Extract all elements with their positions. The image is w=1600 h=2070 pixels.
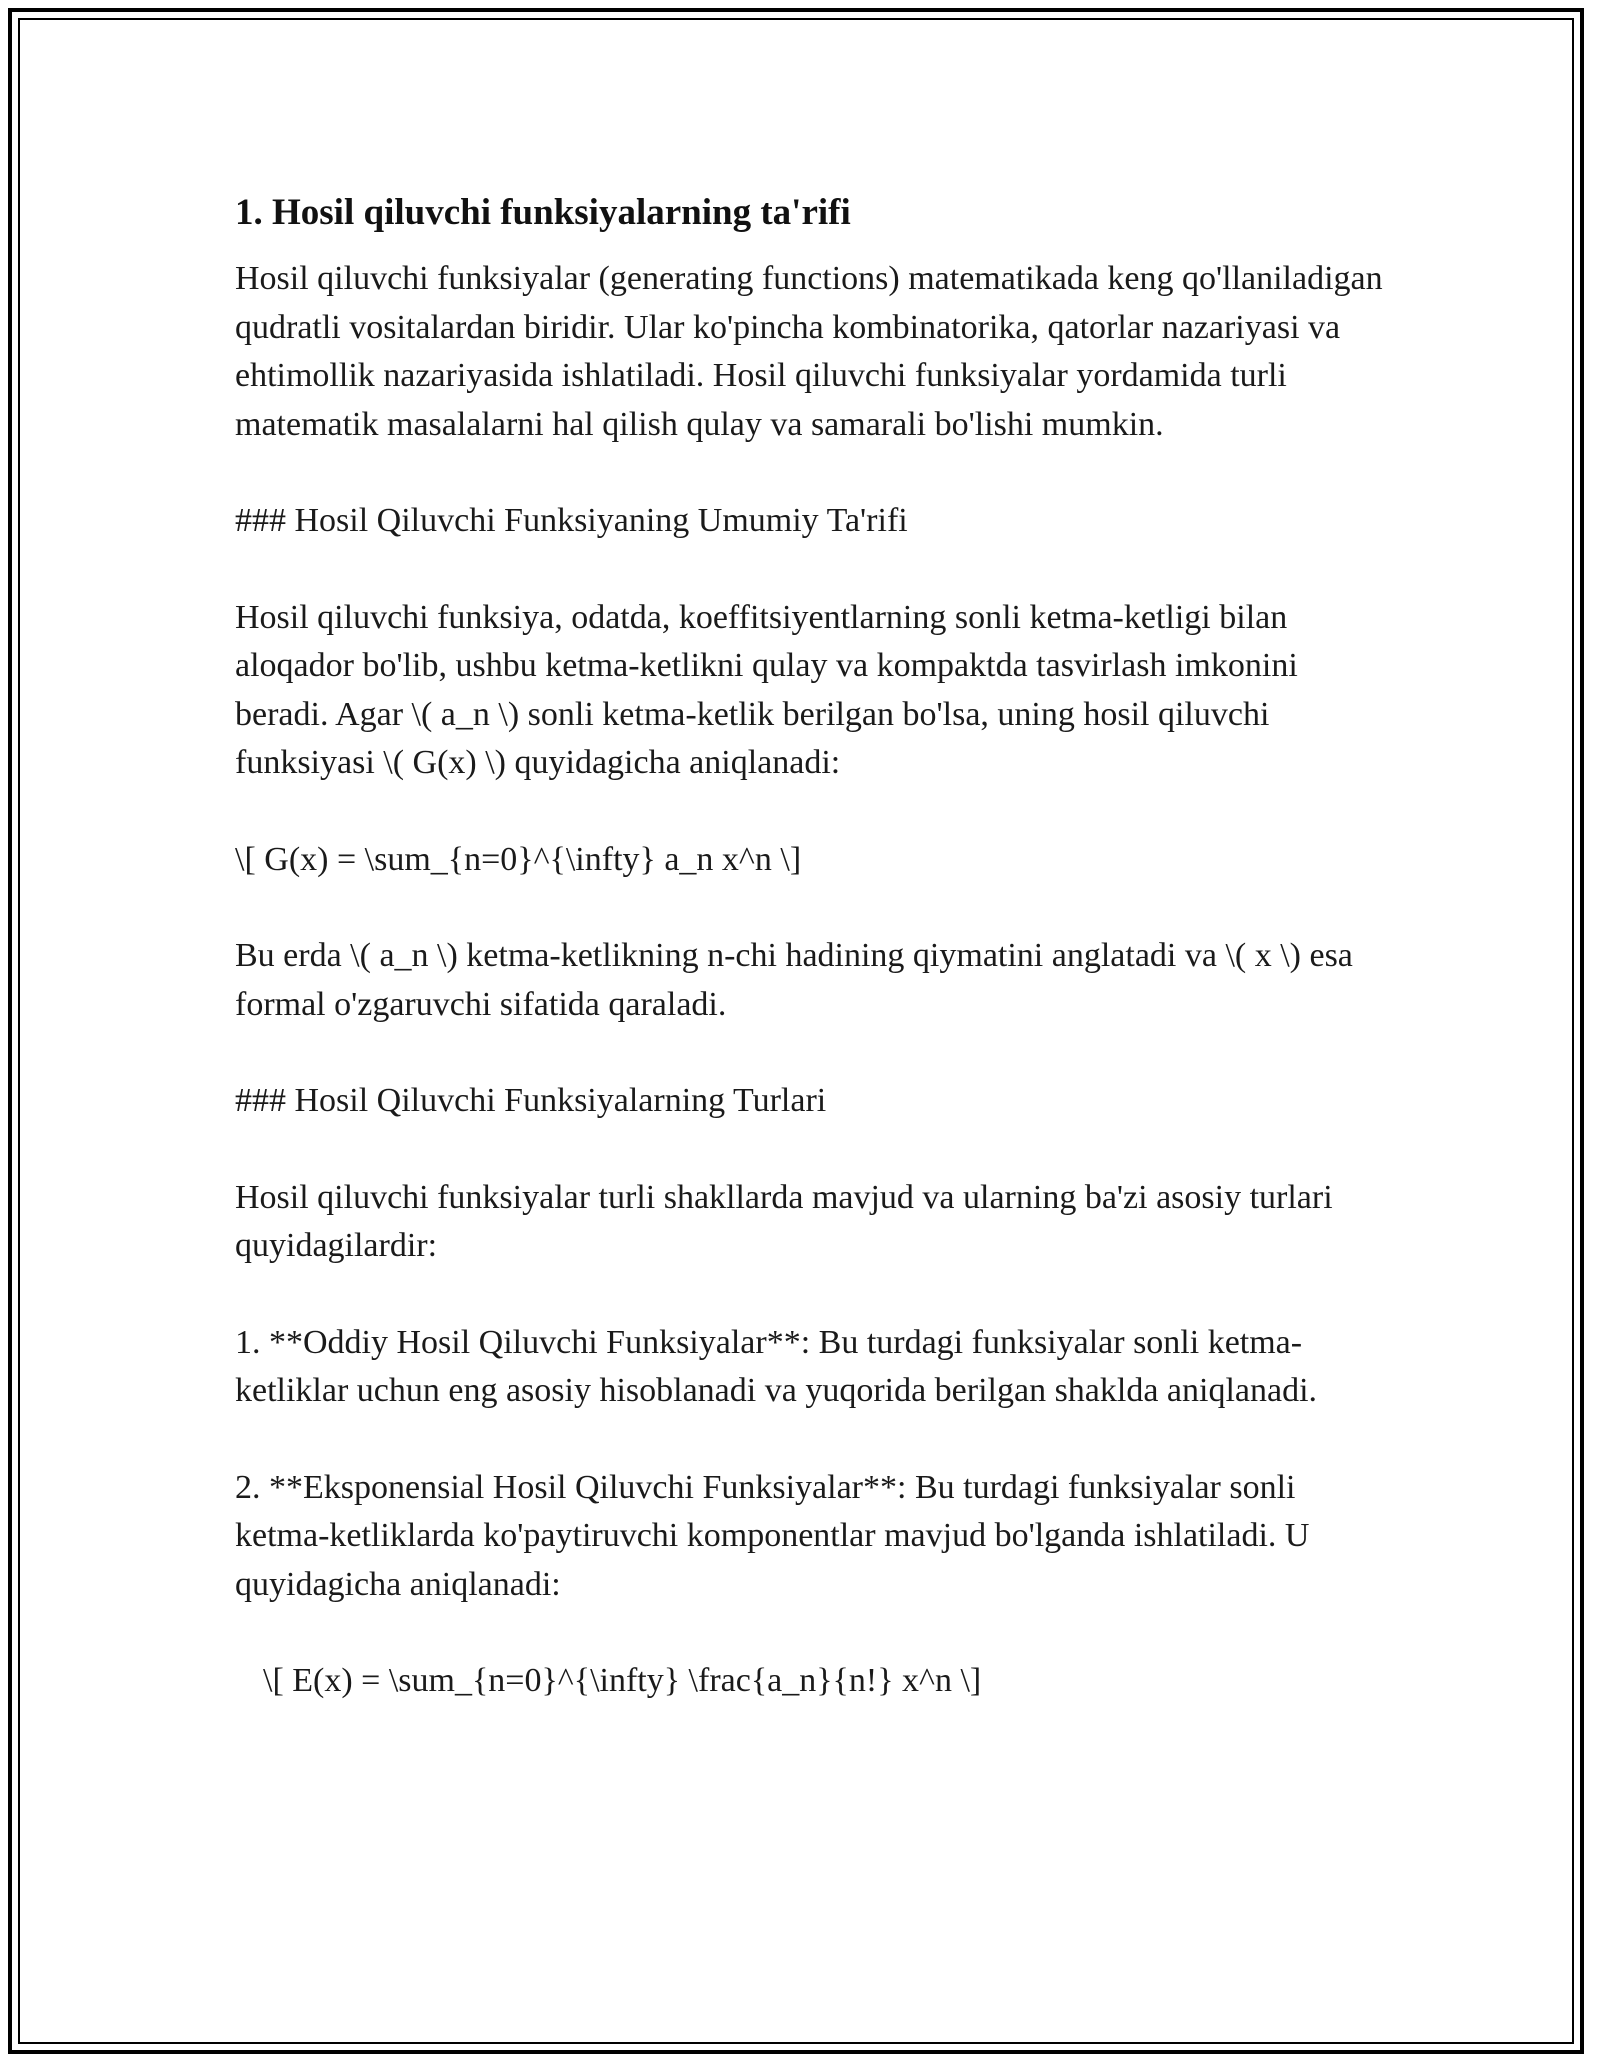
definition-heading: ### Hosil Qiluvchi Funksiyaning Umumiy Ta'rifi: [235, 502, 908, 539]
document-body: [235, 185, 1395, 1754]
intro-paragraph: Hosil qiluvchi funksiyalar (generating functions) matematikada keng qo'llaniladigan qudratli vositalardan biridir. Ular ko'pincha kombinatorika, qatorlar nazariyasi va ehtimollik nazariyasida ishlatiladi. Hosil qiluvchi funksiyalar yordamida turli matematik masalalarni hal qilish qulay va samarali bo'lishi mumkin.: [235, 260, 1383, 443]
list-item-ordinary: 1. **Oddiy Hosil Qiluvchi Funksiyalar**: Bu turdagi funksiyalar sonli ketma-ketliklar uchun eng asosiy hisoblanadi va yuqorida berilgan shaklda aniqlanadi.: [235, 1323, 1318, 1409]
generating-function-formula: \[ G(x) = \sum_{n=0}^{\infty} a_n x^n \]: [235, 840, 802, 878]
types-heading: ### Hosil Qiluvchi Funksiyalarning Turlari: [235, 1082, 827, 1119]
definition-paragraph: Hosil qiluvchi funksiya, odatda, koeffitsiyentlarning sonli ketma-ketligi bilan aloqador bo'lib, ushbu ketma-ketlikni qulay va kompaktda tasvirlash imkonini beradi. Agar \( a_n \) sonli ketma-ketlik berilgan bo'lsa, uning hosil qiluvchi funksiyasi \( G(x) \) quyidagicha aniqlanadi:: [235, 598, 1298, 781]
list-item-exponential: 2. **Eksponensial Hosil Qiluvchi Funksiyalar**: Bu turdagi funksiyalar sonli ketma-ketliklarda ko'paytiruvchi komponentlar mavjud bo'lganda ishlatiladi. U quyidagicha aniqlanadi:: [235, 1468, 1310, 1603]
types-intro-paragraph: Hosil qiluvchi funksiyalar turli shakllarda mavjud va ularning ba'zi asosiy turlari quyidagilardir:: [235, 1178, 1333, 1264]
section-title: 1. Hosil qiluvchi funksiyalarning ta'rifi: [235, 192, 851, 233]
exponential-function-formula: \[ E(x) = \sum_{n=0}^{\infty} \frac{a_n}{n!} x^n \]: [263, 1662, 982, 1699]
explanation-paragraph: Bu erda \( a_n \) ketma-ketlikning n-chi hadining qiymatini anglatadi va \( x \) esa formal o'zgaruvchi sifatida qaraladi.: [235, 937, 1353, 1023]
